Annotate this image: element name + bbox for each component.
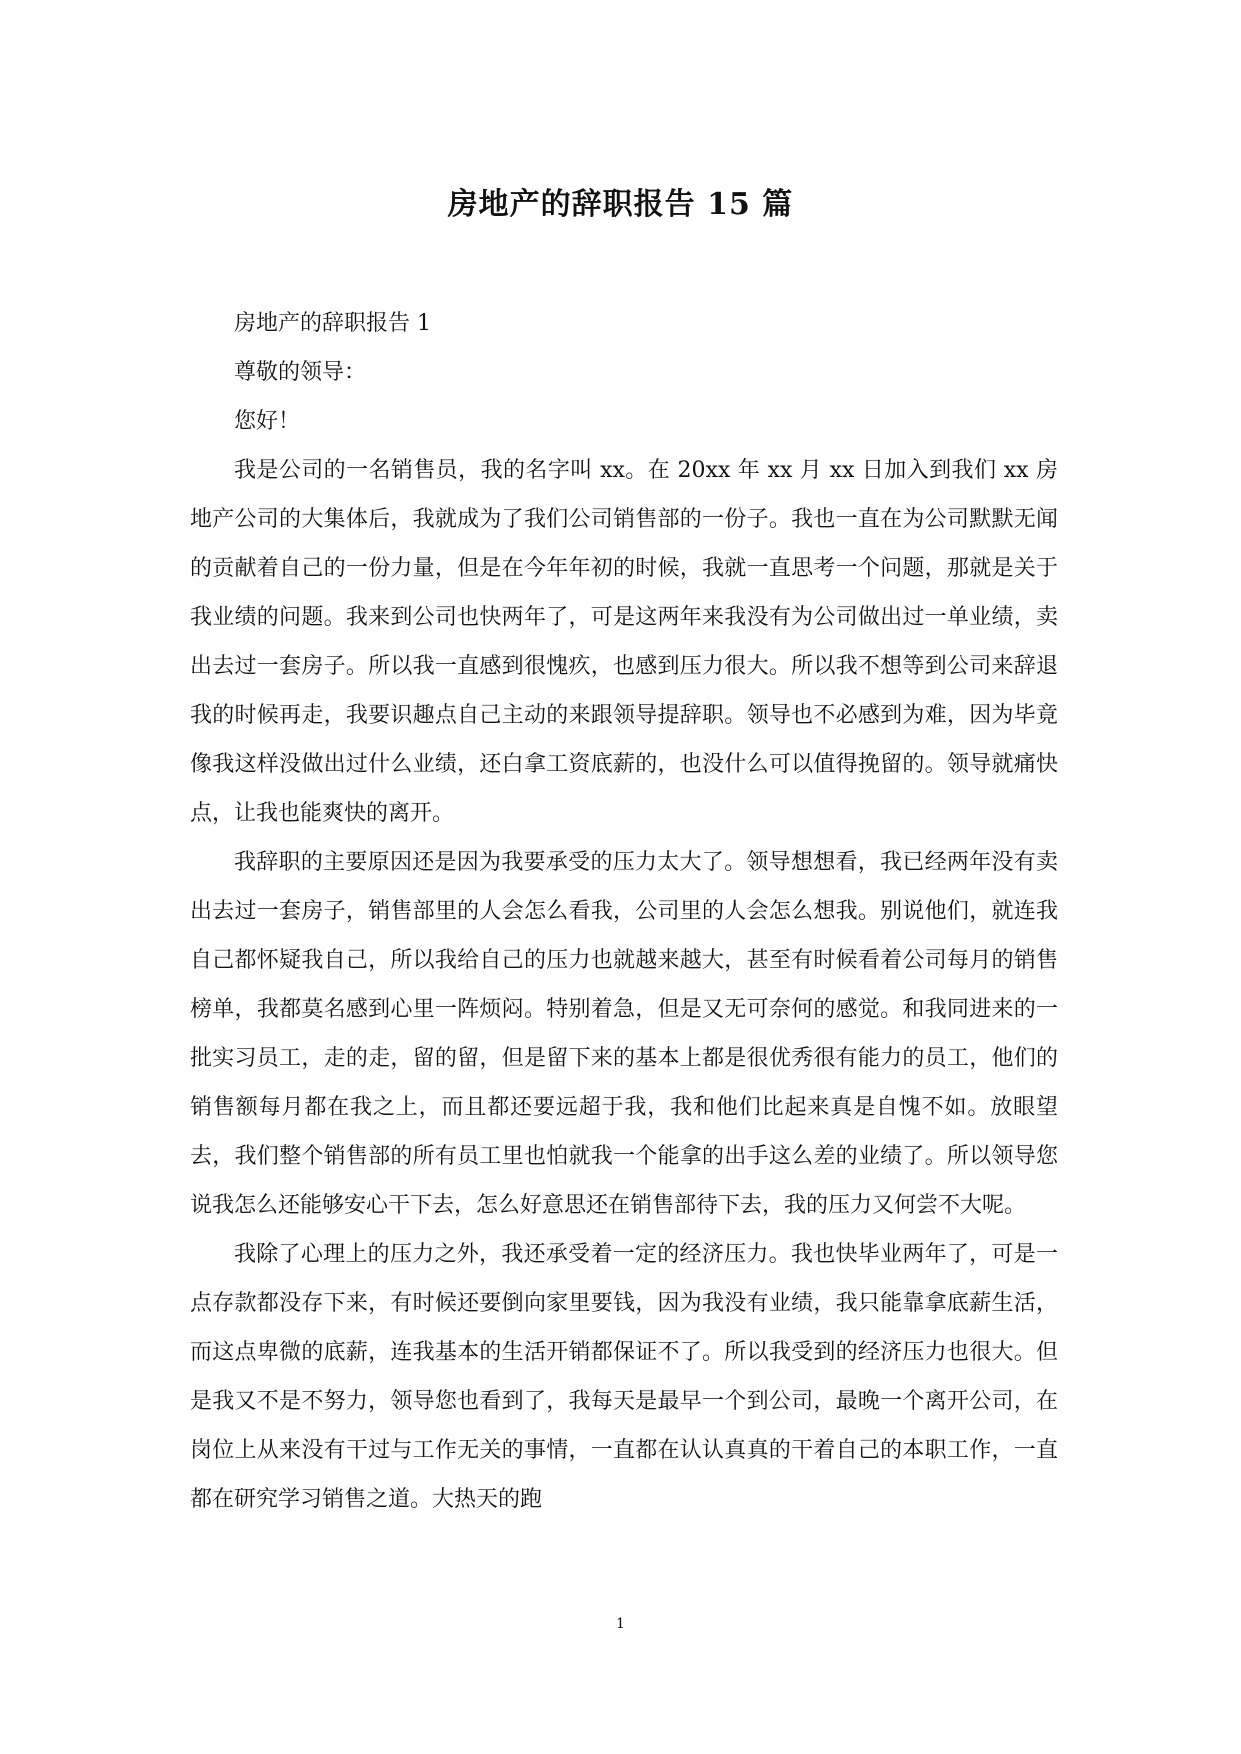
document-body (190, 299, 1058, 1524)
page-number: 1 (616, 1616, 625, 1632)
document-title: 房地产的辞职报告 15 篇 (447, 187, 794, 222)
body-paragraph: 我是公司的一名销售员，我的名字叫 xx。在 20xx 年 xx 月 xx 日加入到我们 xx 房地产公司的大集体后，我就成为了我们公司销售部的一份子。我也一直在为公司默默无闻的贡献着自己的一份力量，但是在今年年初的时候，我就一直思考一个问题，那就是关于我业绩的问题。我来到公司也快两年了，可是这两年来我没有为公司做出过一单业绩，卖出去过一套房子。所以我一直感到很愧疚，也感到压力很大。所以我不想等到公司来辞退我的时候再走，我要识趣点自己主动的来跟领导提辞职。领导也不必感到为难，因为毕竟像我这样没做出过什么业绩，还白拿工资底薪的，也没什么可以值得挽留的。领导就痛快点，让我也能爽快的离开。 (190, 458, 1058, 826)
salutation: 尊敬的领导： (234, 360, 367, 385)
report-subtitle: 房地产的辞职报告 1 (234, 311, 431, 336)
greeting: 您好！ (234, 409, 301, 434)
body-paragraph: 我辞职的主要原因还是因为我要承受的压力太大了。领导想想看，我已经两年没有卖出去过一套房子，销售部里的人会怎么看我，公司里的人会怎么想我。别说他们，就连我自己都怀疑我自己，所以我给自己的压力也就越来越大，甚至有时候看着公司每月的销售榜单，我都莫名感到心里一阵烦闷。特别着急，但是又无可奈何的感觉。和我同进来的一批实习员工，走的走，留的留，但是留下来的基本上都是很优秀很有能力的员工，他们的销售额每月都在我之上，而且都还要远超于我，我和他们比起来真是自愧不如。放眼望去，我们整个销售部的所有员工里也怕就我一个能拿的出手这么差的业绩了。所以领导您说我怎么还能够安心干下去，怎么好意思还在销售部待下去，我的压力又何尝不大呢。 (190, 850, 1058, 1218)
body-paragraph: 我除了心理上的压力之外，我还承受着一定的经济压力。我也快毕业两年了，可是一点存款都没存下来，有时候还要倒向家里要钱，因为我没有业绩，我只能靠拿底薪生活，而这点卑微的底薪，连我基本的生活开销都保证不了。所以我受到的经济压力也很大。但是我又不是不努力，领导您也看到了，我每天是最早一个到公司，最晚一个离开公司，在岗位上从来没有干过与工作无关的事情，一直都在认认真真的干着自己的本职工作，一直都在研究学习销售之道。大热天的跑 (190, 1242, 1058, 1512)
